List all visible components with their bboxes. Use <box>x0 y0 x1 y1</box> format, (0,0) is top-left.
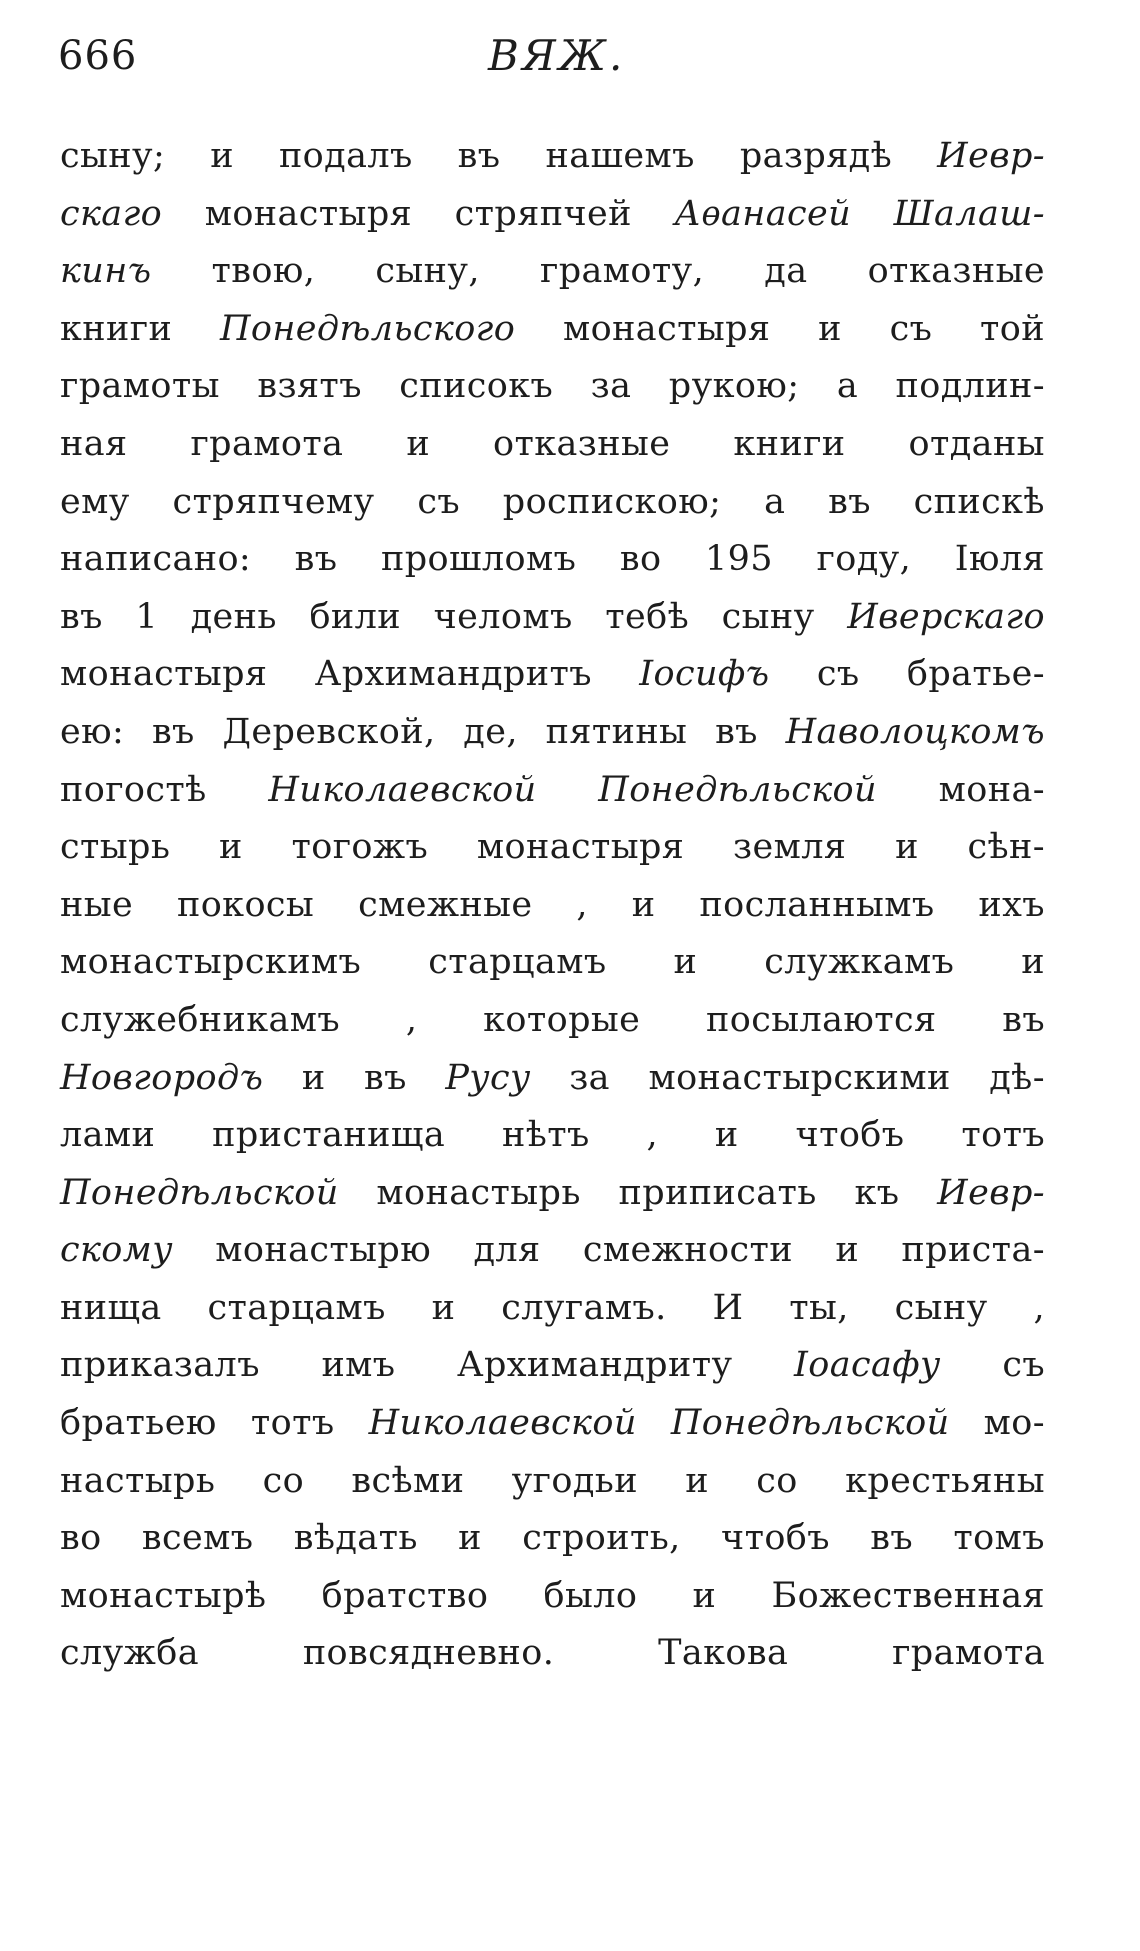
text-line <box>60 186 1045 244</box>
word: да <box>764 251 808 292</box>
text-line <box>60 646 1045 704</box>
word: мо- <box>983 1403 1045 1444</box>
word: ная <box>60 423 128 464</box>
word: взятъ <box>257 366 362 407</box>
word: Понедѣльской <box>670 1403 950 1444</box>
word: со <box>756 1460 798 1501</box>
word: и <box>818 308 842 349</box>
word: за <box>569 1057 610 1098</box>
word: Такова <box>658 1633 789 1674</box>
word: грамоты <box>60 366 220 407</box>
word: 195 <box>704 539 773 580</box>
word: и <box>685 1460 709 1501</box>
word: повсядневно. <box>302 1633 555 1674</box>
word: слугамъ. <box>501 1287 667 1328</box>
word: грамота <box>190 423 344 464</box>
word: Николаевской <box>268 769 537 810</box>
text-line <box>60 1395 1045 1453</box>
word: приписать <box>618 1172 817 1213</box>
word: монастыря <box>204 193 413 234</box>
word: Понедѣльского <box>219 308 516 349</box>
word: Наволоцкомъ <box>785 711 1045 752</box>
word: отказные <box>493 423 671 464</box>
word: Деревской, <box>222 711 436 752</box>
word: и <box>1021 942 1045 983</box>
text-line <box>60 1625 1045 1683</box>
word: день <box>190 596 277 637</box>
text-line <box>60 1107 1045 1165</box>
word: ные <box>60 884 134 925</box>
text-line <box>60 474 1045 532</box>
word: и <box>431 1287 456 1328</box>
word: приста- <box>901 1230 1045 1271</box>
word: смежности <box>582 1230 793 1271</box>
word: и <box>714 1115 739 1156</box>
word: и <box>301 1057 326 1098</box>
word: , <box>646 1115 659 1156</box>
word: отказные <box>867 251 1045 292</box>
word: Іоасафу <box>794 1345 941 1386</box>
text-line <box>60 1453 1045 1511</box>
word: тогожъ <box>291 827 429 868</box>
word: книги <box>733 423 846 464</box>
word: монастырь <box>376 1172 581 1213</box>
word: тебѣ <box>605 596 690 637</box>
word: подлин- <box>895 366 1045 407</box>
text-line <box>60 531 1045 589</box>
word: вѣдать <box>293 1518 418 1559</box>
text-line <box>60 1165 1045 1223</box>
word: и <box>895 827 919 868</box>
text-line <box>60 416 1045 474</box>
word: стряпчей <box>454 193 632 234</box>
word: съ <box>1002 1345 1045 1386</box>
word: Божественная <box>771 1575 1045 1616</box>
word: той <box>980 308 1045 349</box>
word: били <box>309 596 401 637</box>
text-line <box>60 1280 1045 1338</box>
word: и <box>835 1230 860 1271</box>
word: 1 <box>135 596 159 637</box>
word: покосы <box>176 884 315 925</box>
page-number: 666 <box>58 33 138 79</box>
word: сыну <box>894 1287 988 1328</box>
word: было <box>543 1575 638 1616</box>
word: отданы <box>908 423 1045 464</box>
word: за <box>590 366 632 407</box>
page-header <box>58 26 1058 96</box>
word: имъ <box>321 1345 396 1386</box>
word: ею: <box>60 711 125 752</box>
word: и <box>406 423 431 464</box>
word: въ <box>364 1057 407 1098</box>
word: и <box>692 1575 717 1616</box>
word: служебникамъ <box>60 999 341 1040</box>
word: Аѳанасей <box>674 193 852 234</box>
word: скаго <box>60 193 163 234</box>
word: книги <box>60 308 173 349</box>
word: нѣтъ <box>501 1115 590 1156</box>
word: и <box>673 942 698 983</box>
word: погостѣ <box>60 769 207 810</box>
text-line <box>60 704 1045 762</box>
word: году, <box>816 539 912 580</box>
word: а <box>836 366 859 407</box>
word: грамота <box>892 1633 1045 1674</box>
text-line <box>60 128 1045 186</box>
word: во <box>60 1518 102 1559</box>
word: сыну <box>721 596 815 637</box>
word: сыну, <box>375 251 480 292</box>
word: сыну; <box>60 136 166 176</box>
word: монастыря <box>476 827 685 868</box>
word: монастырѣ <box>60 1575 267 1616</box>
text-line <box>60 992 1045 1050</box>
word: Русу <box>445 1057 531 1098</box>
word: въ <box>1002 999 1045 1040</box>
word: И <box>712 1287 744 1328</box>
word: строить, <box>522 1518 681 1559</box>
word: Понедѣльской <box>60 1172 339 1213</box>
text-line <box>60 1568 1045 1626</box>
word: монастырю <box>215 1230 432 1271</box>
text-line <box>60 589 1045 647</box>
word: всемъ <box>141 1518 254 1559</box>
word: монастыря <box>562 308 771 349</box>
word: братство <box>321 1575 489 1616</box>
word: написано: <box>60 539 252 580</box>
word: Николаевской <box>368 1403 637 1444</box>
text-line <box>60 1337 1045 1395</box>
word: земля <box>733 827 847 868</box>
word: Иевр- <box>937 136 1045 176</box>
text-line <box>60 877 1045 935</box>
word: тотъ <box>250 1403 335 1444</box>
word: монастыря <box>60 654 268 695</box>
word: подалъ <box>278 136 413 176</box>
word: дѣ- <box>989 1057 1045 1098</box>
word: де, <box>463 711 518 752</box>
text-line <box>60 1222 1045 1280</box>
word: Понедѣльской <box>598 769 877 810</box>
text-line <box>60 819 1045 877</box>
word: твою, <box>211 251 316 292</box>
word: во <box>619 539 662 580</box>
word: рукою; <box>668 366 800 407</box>
word: въ <box>294 539 338 580</box>
word: монастырскимъ <box>60 942 362 983</box>
text-line <box>60 1050 1045 1108</box>
word: скому <box>60 1230 173 1271</box>
word: которые <box>483 999 641 1040</box>
word: съ <box>417 481 460 522</box>
word: Иевр- <box>937 1172 1045 1213</box>
word: служкамъ <box>764 942 955 983</box>
word: лами <box>60 1115 156 1156</box>
word: , <box>405 999 418 1040</box>
word: томъ <box>953 1518 1045 1559</box>
word: старцамъ <box>428 942 607 983</box>
word: настырь <box>60 1460 216 1501</box>
word: ихъ <box>978 884 1045 925</box>
word: челомъ <box>433 596 573 637</box>
word: нашемъ <box>545 136 695 176</box>
word: въ <box>457 136 501 176</box>
word: списокъ <box>399 366 554 407</box>
word: грамоту, <box>539 251 705 292</box>
word: посланнымъ <box>699 884 935 925</box>
word: Іосифъ <box>639 654 770 695</box>
word: въ <box>151 711 195 752</box>
word: въ <box>870 1518 914 1559</box>
word: съ <box>889 308 933 349</box>
word: мона- <box>938 769 1045 810</box>
word: тотъ <box>961 1115 1045 1156</box>
word: для <box>473 1230 541 1271</box>
word: прошломъ <box>380 539 577 580</box>
word: роспискою; <box>502 481 722 522</box>
word: спискѣ <box>913 481 1045 522</box>
word: и <box>631 884 656 925</box>
word: и <box>210 136 234 176</box>
word: чтобъ <box>721 1518 830 1559</box>
word: стряпчему <box>172 481 375 522</box>
word: со <box>262 1460 305 1501</box>
word: разрядѣ <box>739 136 893 176</box>
word: всѣми <box>351 1460 465 1501</box>
text-line <box>60 1510 1045 1568</box>
word: и <box>219 827 243 868</box>
running-head: ВЯЖ. <box>488 31 626 80</box>
word: къ <box>854 1172 900 1213</box>
word: угодьи <box>511 1460 638 1501</box>
word: , <box>576 884 588 925</box>
word: Шалаш- <box>893 193 1045 234</box>
word: чтобъ <box>795 1115 905 1156</box>
text-line <box>60 243 1045 301</box>
word: и <box>458 1518 482 1559</box>
word: Иверскаго <box>847 596 1045 637</box>
text-line <box>60 301 1045 359</box>
word: пятины <box>545 711 688 752</box>
word: приказалъ <box>60 1345 260 1386</box>
word: сѣн- <box>967 827 1045 868</box>
word: пристанища <box>212 1115 446 1156</box>
word: ты, <box>789 1287 849 1328</box>
word: братьею <box>60 1403 217 1444</box>
text-line <box>60 762 1045 820</box>
word: Іюля <box>954 539 1045 580</box>
word: а <box>764 481 786 522</box>
word: крестьяны <box>845 1460 1045 1501</box>
word: служба <box>60 1633 199 1674</box>
word: въ <box>828 481 871 522</box>
word: Архимандриту <box>457 1345 733 1386</box>
word: , <box>1033 1287 1045 1328</box>
word: стырь <box>60 827 171 868</box>
word: въ <box>60 596 103 637</box>
word: ему <box>60 481 130 522</box>
word: Новгородъ <box>60 1057 264 1098</box>
text-line <box>60 358 1045 416</box>
word: кинъ <box>60 251 152 292</box>
word: монастырскими <box>648 1057 951 1098</box>
text-line <box>60 934 1045 992</box>
word: братье- <box>906 654 1045 695</box>
body-text <box>60 128 1045 1683</box>
word: смежные <box>358 884 533 925</box>
word: старцамъ <box>207 1287 386 1328</box>
word: въ <box>715 711 758 752</box>
word: нища <box>60 1287 162 1328</box>
word: Архимандритъ <box>314 654 592 695</box>
word: съ <box>816 654 860 695</box>
word: посылаются <box>706 999 937 1040</box>
